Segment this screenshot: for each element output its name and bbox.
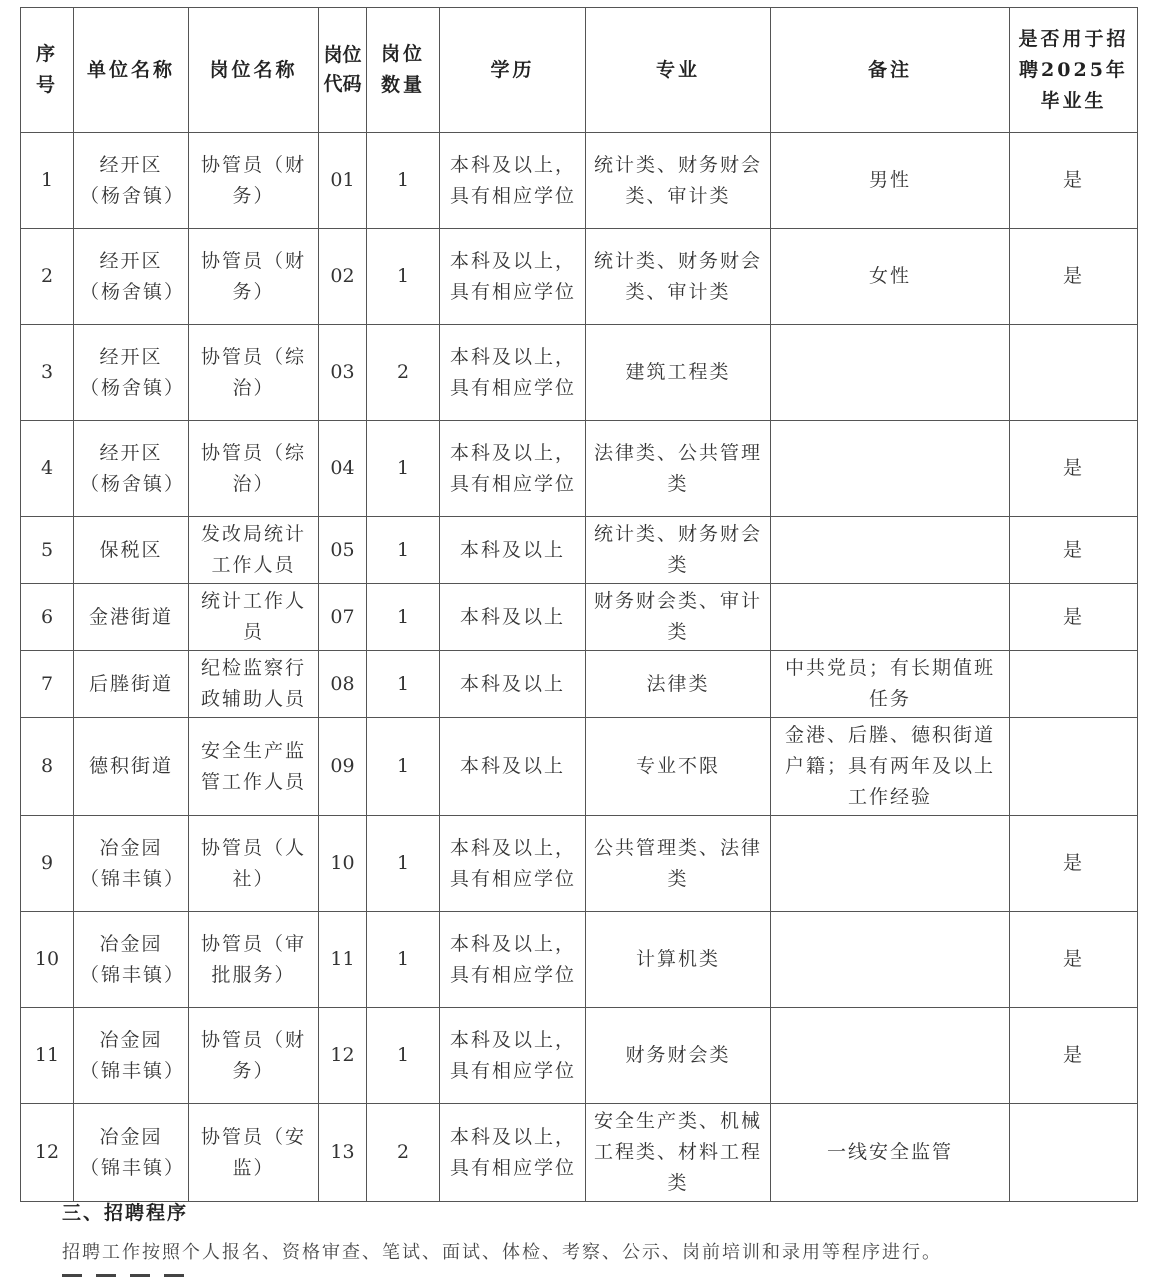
cell-graduate: 是 [1010, 1008, 1138, 1104]
cell-position: 协管员（安监） [189, 1104, 319, 1202]
cell-count: 1 [367, 1008, 440, 1104]
cell-count: 2 [367, 1104, 440, 1202]
cell-remark [771, 421, 1010, 517]
cell-count: 1 [367, 421, 440, 517]
cell-count: 1 [367, 718, 440, 816]
cell-remark: 一线安全监管 [771, 1104, 1010, 1202]
cell-position: 协管员（人社） [189, 816, 319, 912]
cell-seq: 6 [21, 584, 74, 651]
cell-graduate: 是 [1010, 133, 1138, 229]
table-row [21, 584, 1138, 651]
cell-code: 09 [319, 718, 367, 816]
cell-major: 公共管理类、法律类 [586, 816, 771, 912]
table-row [21, 421, 1138, 517]
cell-code: 10 [319, 816, 367, 912]
cell-position: 协管员（财务） [189, 229, 319, 325]
cell-remark: 金港、后塍、德积街道户籍；具有两年及以上工作经验 [771, 718, 1010, 816]
cell-seq: 10 [21, 912, 74, 1008]
cell-position: 统计工作人员 [189, 584, 319, 651]
cell-count: 2 [367, 325, 440, 421]
cell-count: 1 [367, 584, 440, 651]
cell-code: 07 [319, 584, 367, 651]
cell-code: 08 [319, 651, 367, 718]
cell-graduate [1010, 718, 1138, 816]
cell-position: 协管员（审批服务） [189, 912, 319, 1008]
cell-count: 1 [367, 816, 440, 912]
table-row [21, 325, 1138, 421]
cell-education: 本科及以上，具有相应学位 [440, 421, 586, 517]
header-position: 岗位名称 [189, 8, 319, 133]
cell-position: 安全生产监管工作人员 [189, 718, 319, 816]
cell-seq: 7 [21, 651, 74, 718]
cell-unit: 保税区 [74, 517, 189, 584]
header-unit: 单位名称 [74, 8, 189, 133]
cell-remark: 女性 [771, 229, 1010, 325]
cell-code: 05 [319, 517, 367, 584]
cell-remark [771, 816, 1010, 912]
header-remark: 备注 [771, 8, 1010, 133]
cell-code: 02 [319, 229, 367, 325]
cell-position: 协管员（财务） [189, 1008, 319, 1104]
cell-graduate: 是 [1010, 421, 1138, 517]
cell-major: 财务财会类 [586, 1008, 771, 1104]
cell-unit: 经开区（杨舍镇） [74, 421, 189, 517]
cell-unit: 后塍街道 [74, 651, 189, 718]
cell-seq: 3 [21, 325, 74, 421]
cell-education: 本科及以上，具有相应学位 [440, 816, 586, 912]
header-education: 学历 [440, 8, 586, 133]
section-text: 招聘工作按照个人报名、资格审查、笔试、面试、体检、考察、公示、岗前培训和录用等程序进行。 [62, 1242, 942, 1263]
cell-major: 统计类、财务财会类 [586, 517, 771, 584]
cell-remark [771, 517, 1010, 584]
cell-count: 1 [367, 912, 440, 1008]
cell-major: 统计类、财务财会类、审计类 [586, 133, 771, 229]
cell-position: 协管员（综治） [189, 325, 319, 421]
table-body [21, 133, 1138, 1202]
recruitment-table [20, 7, 1138, 1202]
cell-unit: 冶金园（锦丰镇） [74, 1104, 189, 1202]
cell-graduate: 是 [1010, 229, 1138, 325]
cell-count: 1 [367, 133, 440, 229]
next-heading-partial [62, 1274, 212, 1280]
cell-education: 本科及以上 [440, 651, 586, 718]
cell-education: 本科及以上，具有相应学位 [440, 1008, 586, 1104]
cell-major: 财务财会类、审计类 [586, 584, 771, 651]
cell-graduate [1010, 325, 1138, 421]
cell-unit: 金港街道 [74, 584, 189, 651]
section-heading: 三、招聘程序 [62, 1202, 189, 1224]
cell-code: 01 [319, 133, 367, 229]
cell-major: 建筑工程类 [586, 325, 771, 421]
cell-code: 11 [319, 912, 367, 1008]
table-row [21, 517, 1138, 584]
cell-count: 1 [367, 517, 440, 584]
table-row [21, 816, 1138, 912]
table-row [21, 651, 1138, 718]
cell-major: 统计类、财务财会类、审计类 [586, 229, 771, 325]
cell-code: 13 [319, 1104, 367, 1202]
cell-graduate: 是 [1010, 584, 1138, 651]
cell-remark [771, 325, 1010, 421]
cell-seq: 4 [21, 421, 74, 517]
cell-education: 本科及以上，具有相应学位 [440, 325, 586, 421]
cell-position: 纪检监察行政辅助人员 [189, 651, 319, 718]
cell-seq: 2 [21, 229, 74, 325]
cell-seq: 11 [21, 1008, 74, 1104]
cell-unit: 德积街道 [74, 718, 189, 816]
cell-graduate: 是 [1010, 517, 1138, 584]
cell-major: 安全生产类、机械工程类、材料工程类 [586, 1104, 771, 1202]
cell-graduate [1010, 651, 1138, 718]
cell-seq: 1 [21, 133, 74, 229]
cell-major: 专业不限 [586, 718, 771, 816]
table-row [21, 1008, 1138, 1104]
header-major: 专业 [586, 8, 771, 133]
cell-education: 本科及以上，具有相应学位 [440, 133, 586, 229]
header-seq: 序号 [21, 8, 74, 133]
cell-remark [771, 1008, 1010, 1104]
table-row [21, 229, 1138, 325]
cell-position: 协管员（综治） [189, 421, 319, 517]
cell-education: 本科及以上，具有相应学位 [440, 229, 586, 325]
cell-unit: 冶金园（锦丰镇） [74, 912, 189, 1008]
header-count: 岗位数量 [367, 8, 440, 133]
cell-code: 04 [319, 421, 367, 517]
cell-unit: 经开区（杨舍镇） [74, 133, 189, 229]
cell-code: 12 [319, 1008, 367, 1104]
table-row [21, 1104, 1138, 1202]
table-row [21, 912, 1138, 1008]
cell-remark [771, 584, 1010, 651]
table-header-row [21, 8, 1138, 133]
cell-education: 本科及以上，具有相应学位 [440, 912, 586, 1008]
cell-graduate: 是 [1010, 912, 1138, 1008]
header-graduate: 是否用于招聘2025年毕业生 [1010, 8, 1138, 133]
cell-unit: 冶金园（锦丰镇） [74, 816, 189, 912]
header-code: 岗位代码 [319, 8, 367, 133]
cell-position: 发改局统计工作人员 [189, 517, 319, 584]
cell-count: 1 [367, 229, 440, 325]
cell-graduate [1010, 1104, 1138, 1202]
cell-major: 法律类、公共管理类 [586, 421, 771, 517]
cell-seq: 12 [21, 1104, 74, 1202]
cell-seq: 5 [21, 517, 74, 584]
cell-education: 本科及以上，具有相应学位 [440, 1104, 586, 1202]
cell-education: 本科及以上 [440, 718, 586, 816]
cell-major: 计算机类 [586, 912, 771, 1008]
cell-remark [771, 912, 1010, 1008]
cell-major: 法律类 [586, 651, 771, 718]
table-row [21, 133, 1138, 229]
cell-position: 协管员（财务） [189, 133, 319, 229]
cell-seq: 9 [21, 816, 74, 912]
cell-remark: 男性 [771, 133, 1010, 229]
cell-unit: 冶金园（锦丰镇） [74, 1008, 189, 1104]
cell-seq: 8 [21, 718, 74, 816]
cell-unit: 经开区（杨舍镇） [74, 325, 189, 421]
cell-education: 本科及以上 [440, 517, 586, 584]
cell-remark: 中共党员；有长期值班任务 [771, 651, 1010, 718]
cell-count: 1 [367, 651, 440, 718]
cell-unit: 经开区（杨舍镇） [74, 229, 189, 325]
cell-education: 本科及以上 [440, 584, 586, 651]
table-row [21, 718, 1138, 816]
cell-code: 03 [319, 325, 367, 421]
cell-graduate: 是 [1010, 816, 1138, 912]
